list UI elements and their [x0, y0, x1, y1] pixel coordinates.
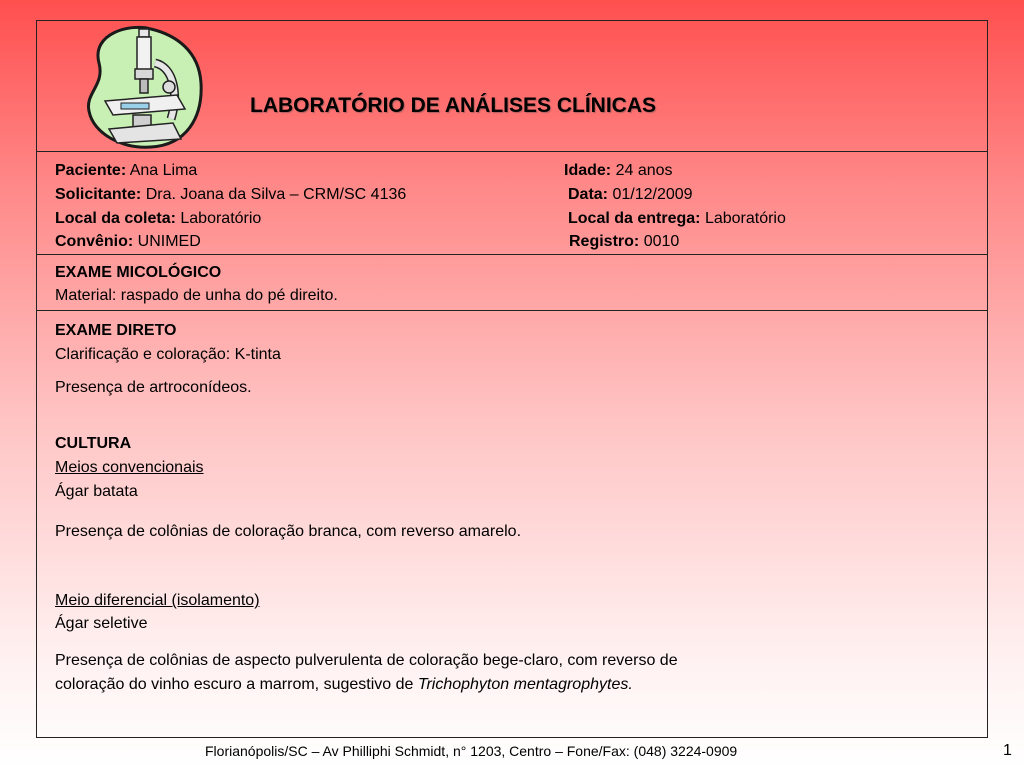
- differential-result-line2: [55, 675, 633, 694]
- direct-exam-title: EXAME DIRETO: [55, 322, 177, 339]
- differential-result-line1: Presença de colônias de aspecto pulverulenta de coloração bege-claro, com reverso de: [55, 652, 678, 669]
- page-number: 1: [1003, 742, 1012, 759]
- report-sheet: [36, 20, 988, 738]
- selective-agar: Ágar seletive: [55, 615, 148, 632]
- potato-agar: Ágar batata: [55, 483, 138, 500]
- collection-site-row: [55, 209, 261, 228]
- species-name: Trichophyton mentagrophytes.: [417, 676, 633, 693]
- delivery-site-row: [568, 209, 786, 228]
- date-value: 01/12/2009: [612, 186, 693, 203]
- delivery-site-label: Local da entrega:: [568, 210, 701, 227]
- date-label: Data:: [568, 186, 609, 203]
- footer-address: Florianópolis/SC – Av Philliphi Schmidt, n° 1203, Centro – Fone/Fax: (048) 3224-0909: [205, 743, 738, 759]
- direct-exam-method: Clarificação e coloração: K-tinta: [55, 346, 281, 363]
- page-title: LABORATÓRIO DE ANÁLISES CLÍNICAS: [250, 94, 657, 117]
- report-header: [37, 21, 987, 152]
- microscope-icon: [81, 23, 211, 150]
- insurance-row: [55, 232, 201, 251]
- culture-result: Presença de colônias de coloração branca, com reverso amarelo.: [55, 523, 522, 540]
- differential-result-prefix: coloração do vinho escuro a marrom, sugestivo de: [55, 676, 418, 693]
- registry-value: 0010: [643, 233, 680, 250]
- exam-section: [37, 255, 987, 311]
- collection-site-label: Local da coleta:: [55, 210, 176, 227]
- results-section: [37, 311, 987, 737]
- delivery-site-value: Laboratório: [704, 210, 786, 227]
- differential-media-heading: Meio diferencial (isolamento): [55, 592, 260, 609]
- registry-label: Registro:: [569, 233, 640, 250]
- patient-name-label: Paciente:: [55, 162, 127, 179]
- requester-row: [55, 185, 406, 204]
- patient-info: [37, 152, 987, 255]
- direct-exam-result: Presença de artroconídeos.: [55, 379, 252, 396]
- patient-name-value: Ana Lima: [129, 162, 198, 179]
- insurance-label: Convênio:: [55, 233, 134, 250]
- requester-label: Solicitante:: [55, 186, 142, 203]
- exam-title: EXAME MICOLÓGICO: [55, 264, 222, 281]
- date-row: [568, 185, 693, 204]
- insurance-value: UNIMED: [137, 233, 201, 250]
- registry-row: [569, 232, 679, 251]
- age-row: [564, 161, 673, 180]
- age-label: Idade:: [564, 162, 612, 179]
- exam-material: Material: raspado de unha do pé direito.: [55, 287, 338, 304]
- collection-site-value: Laboratório: [180, 210, 262, 227]
- culture-title: CULTURA: [55, 435, 132, 452]
- patient-name-row: [55, 161, 197, 180]
- conventional-media-heading: Meios convencionais: [55, 459, 204, 476]
- age-value: 24 anos: [615, 162, 673, 179]
- requester-value: Dra. Joana da Silva – CRM/SC 4136: [145, 186, 407, 203]
